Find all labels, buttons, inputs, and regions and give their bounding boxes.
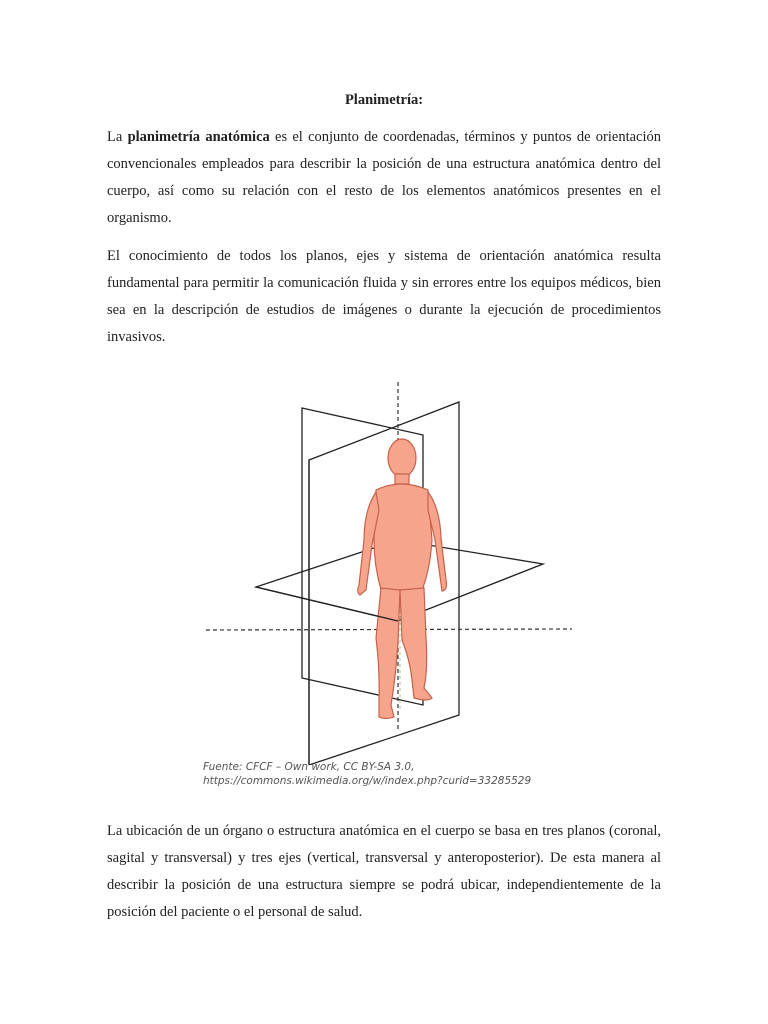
figure-caption <box>203 760 531 788</box>
caption-url: https://commons.wikimedia.org/w/index.php?curid=33285529 <box>203 775 532 787</box>
human-figure <box>358 439 447 719</box>
paragraph-definition <box>107 124 661 232</box>
transverse-plane-front-edge <box>256 587 398 621</box>
head <box>388 439 416 477</box>
paragraph-importance: El conocimiento de todos los planos, ejes y sistema de orientación anatómica resulta fundamental para permitir la comunicación fluida y sin errores entre los equipos médicos, bien sea en la descripción de estudios de imágenes o durante la ejecución de procedimientos invasivos. <box>107 248 661 345</box>
caption-source: Fuente: CFCF – Own work, CC BY-SA 3.0, <box>203 761 415 773</box>
paragraph-lead: La <box>107 129 128 145</box>
neck <box>395 474 409 484</box>
page-title: Planimetría: <box>344 92 424 108</box>
anatomical-planes-figure <box>196 380 586 765</box>
bold-term: planimetría anatómica <box>127 129 270 145</box>
right-leg <box>400 588 432 700</box>
anatomical-planes-illustration <box>196 380 586 765</box>
torso <box>374 484 432 590</box>
paragraph-rest: es el conjunto de coordenadas, términos y puntos de orientación convencionales empleados para describir la posición de una estructura anatómica dentro del cuerpo, así como su relación con el resto de los elementos anatómicos presentes en el organismo. <box>107 129 662 226</box>
paragraph-planes-axes: La ubicación de un órgano o estructura anatómica en el cuerpo se basa en tres planos (coronal, sagital y transversal) y tres ejes (vertical, transversal y anteroposterior). De esta manera al describir la posición de una estructura siempre se podrá ubicar, independientemente de la posición del paciente o el personal de salud. <box>107 823 661 920</box>
